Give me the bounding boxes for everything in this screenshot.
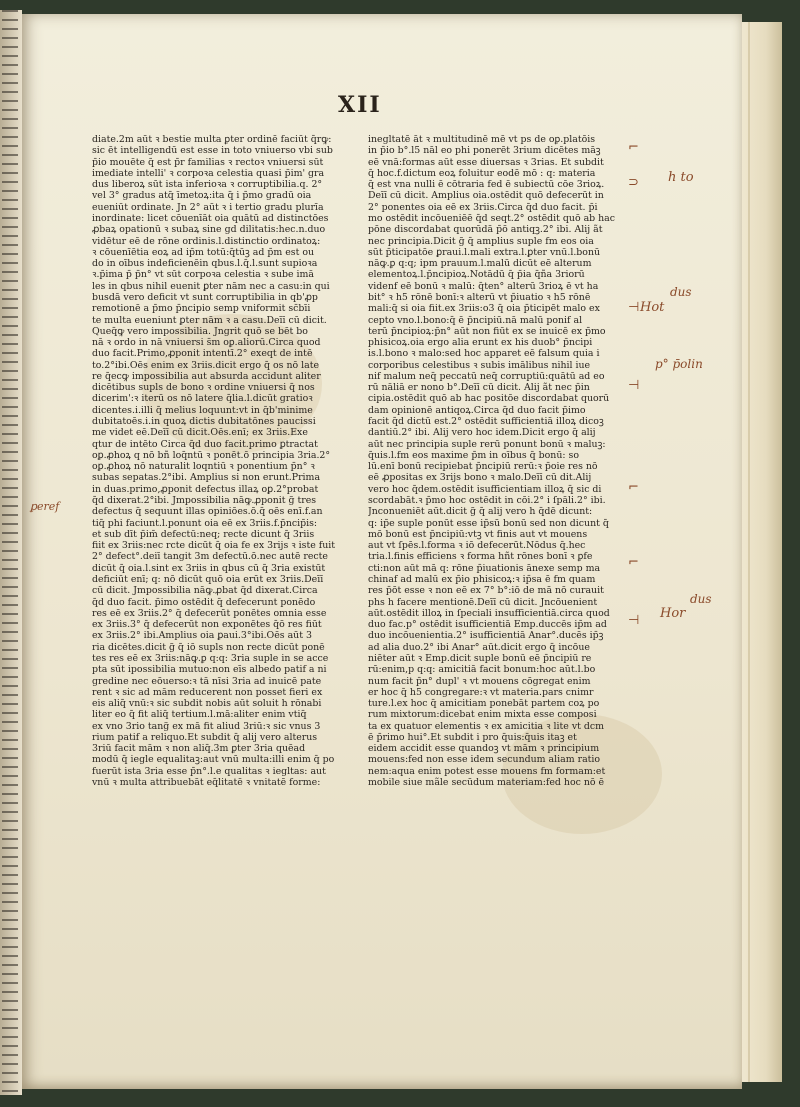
text-line: tria.l.finis efficiens ꝛ forma hñt rōnes bonī ꝛ ꝑfe [368, 551, 593, 563]
text-line: rent ꝛ sic ad mām reducerent non posset fieri ex [92, 686, 323, 698]
text-line: dicētibus supls de bono ꝛ ordine vniuersi q̄ nos [92, 382, 315, 394]
text-line: vnū ꝛ multa attribuebāt eq̄litatē ꝛ vnitatē forme: [92, 777, 321, 789]
text-line: q̄d duo facit. p̄imo ostēdit q̄ defecerunt ponēdo [92, 596, 316, 608]
text-line: eē vnā:formas aūt esse diuersas ꝛ 3rias. Et subdit [368, 156, 604, 168]
text-line: eē ꝓpositas ex 3rijs bono ꝛ malo.Deīī cū dit.Alij [368, 472, 592, 484]
text-line: ta ex quatuor elementis ꝛ ex amicitia ꝛ lite vt dcm [368, 720, 605, 732]
text-line: nec principia.Dicit g̃ q̄ amplius suple fm eos oia [368, 235, 594, 247]
text-line: mo ostēdit incōueniēē q̄d seqt.2° ostēdit quō ab hac [368, 212, 616, 224]
text-line: mali:q̄ si oia fiit.ex 3riis:o3 q̄ oia p̄ticipēt malo ex [368, 303, 600, 315]
text-line: aūt nec principia suple rerū ponunt bonū ꝛ maluꝫ: [368, 438, 606, 450]
text-line: ture.l.ex hoc q̄ amicitiam ponebāt partem coꝝ po [368, 698, 600, 710]
text-line: Deīī cū dicit. Amplius oia.ostēdit quō defecerūt in [368, 190, 604, 202]
text-line: ꝓbaꝝ opationū ꝛ subaꝝ sine gd dilitatis:hec.n.duo [92, 224, 326, 236]
text-line: qtur de intēto Circa q̄d duo facit.primo ꝑtractat [92, 438, 318, 450]
text-line: dicerim':ꝛ iterū os nō latere q̄lia.l.dicūt gratioꝛ [92, 393, 313, 405]
text-line: to.2°ibi.Oēs enim ex 3riis.dicit ergo q̄ os nō late [92, 359, 320, 371]
text-line: 2° ponentes oia eē ex 3riis.Circa q̄d duo facit. p̄i [368, 201, 598, 213]
text-line: tiq̄ phi faciunt.l.ponunt oia eē ex 3riis.f.p̄ncip̄is: [92, 517, 318, 529]
text-line: p̄io mouēte q̄ est p̄r familias ꝛ rectoꝛ vniuersi sūt [92, 156, 324, 168]
text-line: vidētur eē de rōne ordinis.l.distinctio ordinatoꝝ: [92, 235, 321, 247]
text-line: busdā vero deficit vt sunt corruptibilia in qb'ꝓp [92, 291, 318, 303]
text-line: phisicoꝝ.oia ergo alia erunt ex his duob° p̄ncipi [368, 337, 593, 349]
margin-note-right: p° p̄olin [655, 357, 703, 371]
text-line: duo facit.Primo,ꝓponit intentī.2° exeqt̄ de intē [92, 348, 313, 360]
text-line: rū nāliā er nono b°.Deīī cū dicit. Alij ãt nec p̄in [368, 382, 590, 394]
text-line: subas sepatas.2°ibi. Amplius si non erunt.Prima [92, 472, 321, 484]
text-line: ꝛ cōuenīētia eoꝝ ad ip̄m totū:q̄tūꝫ ad p̄m est ou [92, 246, 315, 258]
text-line: pōne discordabat quorūdā p̄ō antiqꝫ.2° ibi. Alij ãt [368, 224, 603, 236]
text-line: elementoꝝ.l.p̄ncipioꝝ.Notādū q̄ p̄ia q̄ña 3riorū [368, 269, 585, 281]
text-line: scordabāt.ꝛ p̄mo hoc ostēdit in cōi.2° i ſpāli.2° ibi. [368, 495, 606, 506]
margin-tick: ⊃ [628, 175, 639, 190]
text-line: ph̄s h facere mentionē.Deīī cū dicit. Jncōuenient [368, 596, 598, 608]
text-line: defectus q̄ sequunt illas opiniōes.ō.q̄ oēs enī.f.an [92, 506, 323, 518]
margin-tick: ⊣ [628, 613, 640, 628]
right-text-column [368, 134, 623, 788]
text-line: ad alia duo.2° ibi Anar° aūt.dicit ergo q̄ incōue [368, 641, 590, 653]
text-line: q̄ est vna nulli ē cōtraria fed ē subiectū cōe 3rioꝝ. [368, 179, 605, 191]
text-line: rium patif a reliquo.Et subdit q̄ alij vero alterus [92, 731, 318, 743]
text-line: ex 3riis.2° ibi.Amplius oia ꝑaui.3°ibi.Oēs aūt 3 [92, 630, 312, 642]
margin-tick: ⊣ [628, 378, 640, 393]
text-line: num facit p̄n° dupl' ꝛ vt mouens cōgregat enim [368, 675, 591, 687]
text-line: diate.2m aūt ꝛ bestie multa ꝑter ordinē faciūt q̄rꝙ: [92, 134, 332, 145]
text-line: me videt eē.Deīī cū dicit.Oēs.enī; ex 3riis.Exe [92, 427, 308, 439]
text-line: gredine nec eōuerso:ꝛ tā nīsi 3ria ad inuicē pate [92, 675, 322, 687]
text-line: rum mixtorum:dicebat enim mixta esse composi [368, 709, 597, 721]
text-line: pta sūt ipossibilia mutuo:non eīs albedo patif a ni [92, 664, 327, 676]
text-line: Jnconueniēt aūt.dicit g̃ q̄ alij vero h q̄dē dicunt: [368, 506, 593, 518]
text-line: eueniūt ordinate. Jn 2° aūt ꝛ i tertio gradu plurīa [92, 201, 324, 213]
text-line: res p̄ōt esse ꝛ non eē ex 7° b°:iō de mā nō curauit [368, 585, 604, 597]
text-line: is.l.bono ꝛ malo:sed hoc apparet eē falsum quia i [368, 348, 600, 360]
text-line: Queq̄ꝙ vero impossibilia. Jngrit quō se bēt bo [92, 325, 308, 337]
text-line: inegltatē āt ꝛ multitudinē mē vt ps de oꝑ.platōis [368, 134, 596, 145]
text-line: in p̄io b°.l5 nāl eo phi ponerēt 3rium dicētes māꝫ [368, 145, 601, 157]
text-line: mouens:fed non esse idem secundum aliam ratio [368, 754, 601, 766]
text-line: ꝛ.p̄ima p̄ p̄n° vt sūt corpoꝛa celestia ꝛ sube imā [92, 269, 315, 281]
text-line: nā ꝛ ordo in nā vniuersi s̄m oꝑ.aliorū.Circa quod [92, 337, 321, 349]
text-line: chinaf ad malū ex p̄io phisicoꝝ:ꝛ ip̄sa ē fm quam [368, 573, 596, 585]
text-line: rū:enim,p q:q: amicitiā facit bonum:hoc aūt.l.bo [368, 664, 596, 676]
previous-page-edge [0, 10, 22, 1095]
text-line: dam opinionē antiqoꝝ.Circa q̄d duo facit p̄imo [368, 404, 586, 416]
text-line: cti:non aūt mā q: rōne p̄iuationis ānexe semp ma [368, 562, 601, 574]
text-line: dicūt q̄ oia.l.sint ex 3riis in qbus cū q̄ 3ria existūt [92, 562, 326, 574]
text-line: inordinate: licet cōuenīāt oia quātū ad distinctōes [92, 212, 329, 224]
text-line: bit° ꝛ h5 rōnē bonī:ꝛ alterū vt p̄iuatio ꝛ h5 rōnē [368, 291, 591, 303]
text-line: ex vno 3rio tang̃ ex mā fit aliud 3riū:ꝛ sic vnus 3 [92, 720, 321, 732]
text-line: nif malum neq̄ peccatū neq̄ corruptiū:quātū ad eo [368, 370, 605, 382]
text-line: re q̄ecꝙ impossibilia aut absurda accidunt aliter [92, 370, 321, 382]
text-line: oꝑ.ꝓhoꝝ nō naturalit loqntiū ꝛ ponentium p̄n° ꝛ [92, 461, 315, 473]
text-line: eis aliq̄ vnū:ꝛ sic subdit nobis aūt soluit h̄ rōnabi [92, 698, 322, 710]
text-line: facit q̄d dictū est.2° ostēdit sufficientiā illoꝝ dicoꝫ [368, 416, 604, 428]
text-line: vero hoc q̄dem.ostēdit isufficientiam illoꝝ q̄ sic di [368, 483, 602, 495]
text-line: oꝑ.ꝓhoꝝ q nō bñ loq̄ntū ꝛ ponēt.ō principia 3ria.2° [92, 449, 331, 461]
left-text-column [92, 134, 347, 788]
text-line: ē p̄rimo hui°.Et subdit i pro q̄uis:q̄uis itaꝫ et [368, 731, 577, 743]
text-line: nāꝙ.ꝑ q:q; ipm prauum.l.malū dicūt eē alterum [368, 258, 592, 270]
text-line: q: ip̄e suple ponūt esse ip̄sū bonū sed non dicunt q̄ [368, 517, 609, 529]
text-line: er hoc q̄ h5 congregare:ꝛ vt materia.pars cnimr [368, 686, 594, 698]
text-line: sūt p̄ticipatōe ꝑraui.l.mali extra.l.ꝑter vnū.l.bonū [368, 246, 601, 258]
text-line: remotionē a p̄mo p̄ncipio semp vniformit sc̄bīi [92, 303, 311, 315]
margin-tick: ⌐ [628, 140, 639, 155]
text-line: dubitatoēs.i.in quoꝝ dictis dubitatōnes paucissi [92, 416, 316, 428]
text-line: terū p̄ncipioꝝ:p̄n° aūt non fiūt ex se inuicē ex p̄mo [368, 325, 606, 337]
margin-note-right: Hor [660, 606, 686, 621]
text-line: q̄d dixerat.2°ibi. Jmpossibilia nāꝙ.ꝓponit g̃ tres [92, 495, 317, 506]
text-line: cū dicit. Jmpossibilia nāꝙ.ꝓbat q̄d dixerat.Circa [92, 585, 318, 597]
text-line: res eē ex 3riis.2° q̄ defecerūt ponētes omnia esse [92, 607, 327, 619]
text-line: mobile siue mãle secūdum materiam:fed hoc nō ē [368, 777, 605, 789]
text-line: aūt.ostēdit illoꝝ in ſpeciali insufficientiā.circa quod [368, 607, 610, 619]
text-line: corporibus celestibus ꝛ subis imālibus nihil iue [368, 359, 591, 371]
folio-number: XII [338, 92, 382, 118]
text-line: ria dicētes.dicit g̃ q̄ iō supls non recte dicūt ponē [92, 641, 325, 653]
margin-note-right: Hot [640, 300, 665, 315]
text-line: lū.enī bonū recipiebat p̄ncipiū rerū:ꝛ p̄oie res nō [368, 461, 598, 473]
text-line: tes res eē ex 3riis:nāꝙ.ꝑ q:q: 3ria suple in se acce [92, 652, 329, 664]
text-line: aut vt ſpēs.l.forma ꝛ iō defecerūt.Nōdus q̄.hec [368, 540, 586, 552]
text-line: et sub dīt p̄im̄ defectū:neq; recte dicunt q̄ 3riis [92, 528, 315, 540]
margin-tick: ⌐ [628, 555, 639, 570]
margin-tick: ⌐ [628, 480, 639, 495]
text-line: deficiūt enī; q: nō dicūt quō oia erūt ex 3riis.Deīī [92, 573, 324, 585]
margin-tick: ⊣ [628, 300, 640, 315]
text-line: fuerūt ista 3ria esse p̄n°.l.e qualitas ꝛ iegltas: aut [92, 765, 326, 777]
text-line: fiit ex 3riis:nec rcte dicūt q̄ oia fe ex 3rijs ꝛ iste fuit [92, 540, 336, 552]
text-line: les in qbus nihil euenit ꝑter nām nec a casu:in qui [92, 280, 330, 292]
margin-note-right: dus [690, 592, 712, 606]
text-line: duo incōuenientia.2° isufficientiā Anar°.ducēs ip̄ꝫ [368, 630, 604, 642]
text-line: sic ēt intelligendū est esse in toto vniuerso vbi sub [92, 145, 333, 157]
margin-note-right: dus [670, 285, 692, 299]
text-line: eidem accidit esse quandoꝫ vt mām ꝛ principium [368, 743, 600, 755]
text-line: videnf eē bonū ꝛ malū: q̄ten° alterū 3rioꝝ ē vt ha [368, 280, 599, 292]
text-line: mō bonū est p̄ncipiū:vtꝫ vt finis aut vt mouens [368, 528, 588, 540]
text-line: modū q̄ iegle equalitaꝫ:aut vnū multa:illi enim q̄ po [92, 754, 335, 766]
text-line: niēter aūt ꝛ Emp.dicit suple bonū eē p̄ncipiū re [368, 652, 592, 664]
text-line: do in oībus indeficienēin qbus.l.q̄.l.sunt supioꝛa [92, 258, 318, 270]
text-line: imediate intelli' ꝛ corpoꝛa celestia quasi p̄im' gra [92, 167, 325, 179]
text-line: vel 3° gradus atq̄ īmetoꝝ:ita q̄ i p̄mo gradū oia [92, 190, 312, 202]
text-line: q̄uis.l.fm eos maxime p̄m in oībus q̄ bonū: so [368, 449, 579, 461]
text-line: liter eo q̄ fit aliq̄ tertium.l.mā:aliter enim vtiq̄ [92, 709, 307, 721]
text-line: in duas.primo,ꝓponit defectus illaꝝ oꝑ.2°probat [92, 483, 319, 495]
text-line: te multa eueniunt ꝑter nām ꝛ a casu.Deīī cū dicit. [92, 314, 327, 326]
text-line: cepto vno.l.bono:q̄ ē p̄ncipiū.nā malū ponif al [368, 314, 583, 326]
text-line: ex 3riis.3° q̄ defecerūt non exponētes q̄ō res fiūt [92, 619, 322, 631]
text-line: 3riū facit mām ꝛ non aliq̄.3m ꝑter 3ria quēad [92, 743, 306, 755]
margin-note-left: ꝑeref [30, 500, 60, 513]
text-line: cipia.ostēdit quō ab hac positōe discordabat quorū [368, 393, 610, 405]
margin-note-right: h to [668, 170, 694, 185]
text-line: duo fac.p° ostēdit isufficientiā Emp.duccēs ip̄m ad [368, 619, 607, 631]
text-line: q̄ hoc.f.dictum eoꝝ foluitur eodē mō : q: materia [368, 167, 596, 179]
text-line: nem:aqua enim potest esse mouens fm formam:et [368, 765, 606, 777]
text-line: 2° defect°.deiī tangit 3m defectū.ō.nec autē recte [92, 551, 328, 563]
text-line: dus liberoꝝ sūt ista inferioꝛa ꝛ corruptibilia.q. 2° [92, 179, 323, 191]
text-line: dantiū.2° ibi. Alij vero hoc idem.Dicit ergo q̄ alij [368, 427, 596, 439]
page-stack-edge [742, 22, 782, 1082]
text-line: dicentes.i.illi q̄ melius loquunt:vt in q̄b'minime [92, 404, 313, 416]
